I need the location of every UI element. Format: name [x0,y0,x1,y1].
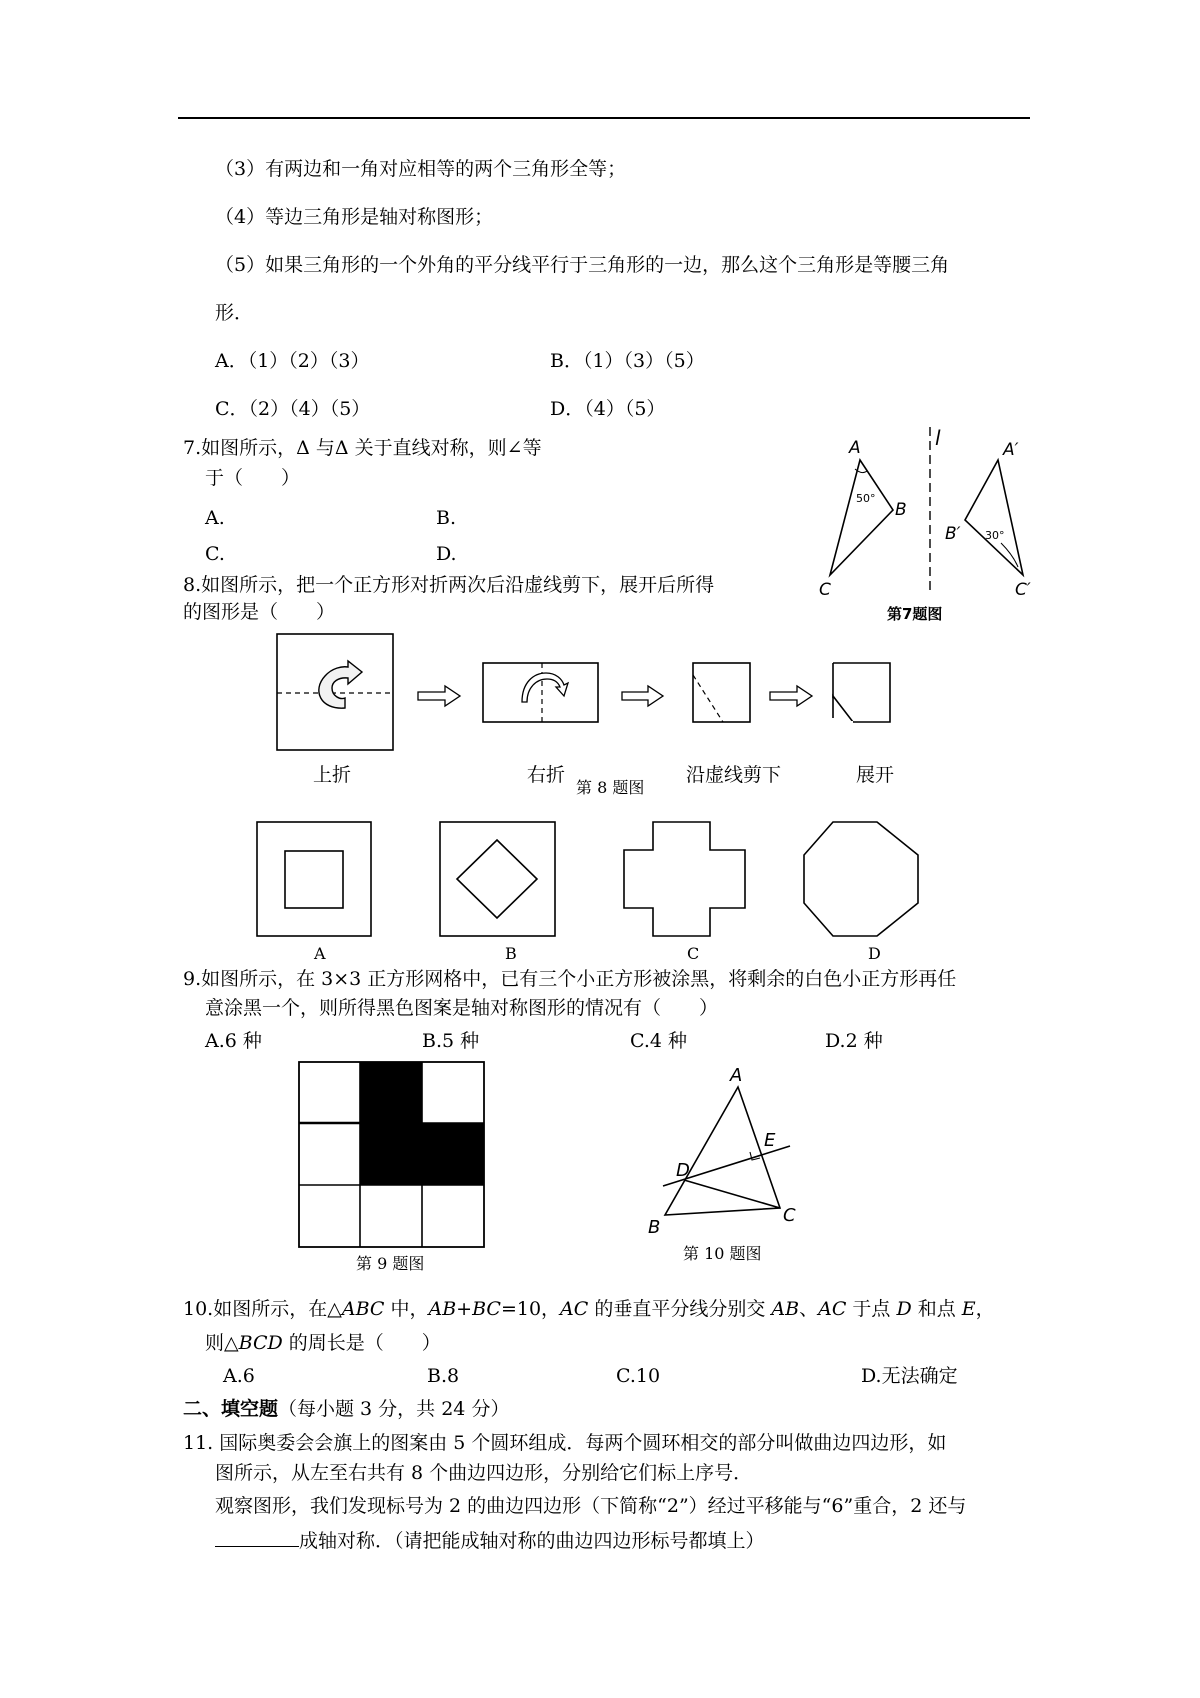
q10-text: 中， [384,1298,429,1320]
step1-square [277,634,393,750]
segment-dc [684,1180,780,1208]
angle-label-30: 30° [985,529,1005,542]
label-c: C [819,580,831,600]
q10-text: 的垂直平分线分别交 [588,1298,772,1320]
q9-caption: 第 9 题图 [356,1254,425,1273]
label-a2: A′ [1003,440,1019,460]
q10-text: 的周长是（ ） [282,1332,441,1354]
q10-math: E [961,1298,976,1320]
q10-option-d: D.无法确定 [861,1365,958,1387]
q6-item4: （4）等边三角形是轴对称图形； [215,206,494,228]
step4-cut-shape [833,663,890,722]
grid-cell-black [422,1123,484,1185]
q11-stem-line4 [215,1528,765,1553]
q8-answer-choices [250,815,930,950]
q8-caption: 第 8 题图 [576,778,645,797]
q10-stem-line2 [205,1332,441,1355]
label-e: E [764,1130,776,1151]
label-d: D [676,1160,690,1181]
label-l: l [935,426,941,450]
q11-stem-line2: 图所示，从左至右共有 8 个曲边四边形，分别给它们标上序号． [215,1462,753,1484]
q10-stem-line1 [183,1298,995,1321]
label-b: B [895,500,907,520]
step2-rectangle [483,663,598,722]
process-arrow-icon [770,686,812,706]
q6-option-d: D．（4）（5） [550,398,666,420]
q10-math: ABC [341,1298,385,1320]
q10-triangle-figure [640,1065,820,1240]
q9-option-d: D.2 种 [825,1030,883,1052]
q10-text: 和点 [911,1298,962,1320]
q9-stem-line1: 9.如图所示，在 3×3 正方形网格中，已有三个小正方形被涂黑，将剩余的白色小正方形再任 [183,968,957,990]
q7-option-b: B. [436,507,457,529]
q6-item3: （3）有两边和一角对应相等的两个三角形全等； [215,158,627,180]
triangle-abc [665,1087,780,1215]
grid-cell-black [360,1123,422,1185]
q10-math: D [896,1298,912,1320]
angle-arc-c2 [1001,543,1018,567]
q10-math: AC [560,1298,589,1320]
q8-stem-line2: 的图形是（ ） [183,601,336,623]
section2-title: 二、填空题 [183,1398,279,1420]
q9-stem-line2: 意涂黑一个，则所得黑色图案是轴对称图形的情况有（ ） [205,997,719,1019]
q11-stem-line3: 观察图形，我们发现标号为 2 的曲边四边形（下简称“2”）经过平移能与“6”重合，2 还与 [215,1495,967,1517]
label-a: A [849,438,861,458]
label-a: A [730,1065,743,1086]
q8-choice-a-label: A [314,944,326,963]
q7-stem-line2: 于（ ） [205,467,301,489]
choice-c-shape [624,822,745,936]
q6-option-a: A．（1）（2）（3） [215,350,370,372]
q10-text: 、 [799,1298,819,1320]
grid-cell-black [360,1062,422,1123]
q10-text: 则△ [205,1332,239,1354]
q10-math: BCD [238,1332,283,1354]
choice-b-inner [457,840,537,918]
q6-item5-line2: 形． [215,302,254,324]
q10-caption: 第 10 题图 [683,1244,762,1263]
fold-up-arrow-icon [319,661,362,708]
q7-option-a: A. [205,507,225,529]
header-rule [178,117,1030,119]
fold-right-arrow-icon [522,673,568,702]
label-c2: C′ [1015,580,1031,600]
q9-option-c: C.4 种 [630,1030,688,1052]
q8-choice-b-label: B [505,944,517,963]
q7-option-d: D. [436,543,457,565]
triangle-a2b2c2 [965,460,1023,575]
q7-stem-line1: 7.如图所示，Δ 与Δ 关于直线对称，则∠等 [183,437,542,459]
choice-a-shape [257,822,371,936]
q8-step4-label: 展开 [856,764,895,786]
q10-math: AB [771,1298,800,1320]
q9-grid-figure [297,1060,492,1250]
q8-step2-label: 右折 [527,764,566,786]
q9-option-b: B.5 种 [422,1030,480,1052]
angle-label-50: 50° [856,492,876,505]
q8-choice-d-label: D [868,944,881,963]
q8-step1-label: 上折 [313,764,352,786]
q6-option-b: B．（1）（3）（5） [550,350,705,372]
q10-text: 10.如图所示，在△ [183,1298,342,1320]
q7-option-c: C. [205,543,225,565]
q7-caption: 第7题图 [887,605,943,623]
process-arrow-icon [418,686,460,706]
q11-line4-text: 成轴对称．（请把能成轴对称的曲边四边形标号都填上） [299,1530,765,1552]
label-b2: B′ [945,524,961,544]
choice-d-shape [804,822,918,936]
choice-a-inner [285,851,343,908]
label-b: B [648,1217,661,1238]
q8-stem-line1: 8.如图所示，把一个正方形对折两次后沿虚线剪下，展开后所得 [183,574,715,596]
label-c: C [783,1205,796,1226]
q6-item5-line1: （5）如果三角形的一个外角的平分线平行于三角形的一边，那么这个三角形是等腰三角 [215,254,950,276]
triangle-abc [830,460,893,575]
q11-stem-line1: 11. 国际奥委会会旗上的图案由 5 个圆环组成．每两个圆环相交的部分叫做曲边四边形，如 [183,1432,947,1454]
section2-heading [183,1398,509,1421]
q8-step3-label: 沿虚线剪下 [686,764,782,786]
section2-note: （每小题 3 分，共 24 分） [278,1398,510,1420]
step3-cut-line [693,675,723,722]
q10-option-b: B.8 [427,1365,460,1387]
q9-option-a: A.6 种 [205,1030,262,1052]
q10-math: AC [818,1298,847,1320]
process-arrow-icon [622,686,663,706]
q6-option-c: C．（2）（4）（5） [215,398,371,420]
q10-option-a: A.6 [223,1365,255,1387]
answer-blank[interactable] [215,1528,299,1547]
q10-math: AB+BC [428,1298,501,1320]
step3-small-square [693,663,750,722]
q7-figure [805,425,1045,630]
q8-choice-c-label: C [687,944,700,963]
q10-text: 于点 [846,1298,897,1320]
q10-option-c: C.10 [616,1365,661,1387]
q8-process-figure [270,630,910,730]
q10-text: =10， [500,1298,561,1320]
q10-text: ， [975,1298,995,1320]
